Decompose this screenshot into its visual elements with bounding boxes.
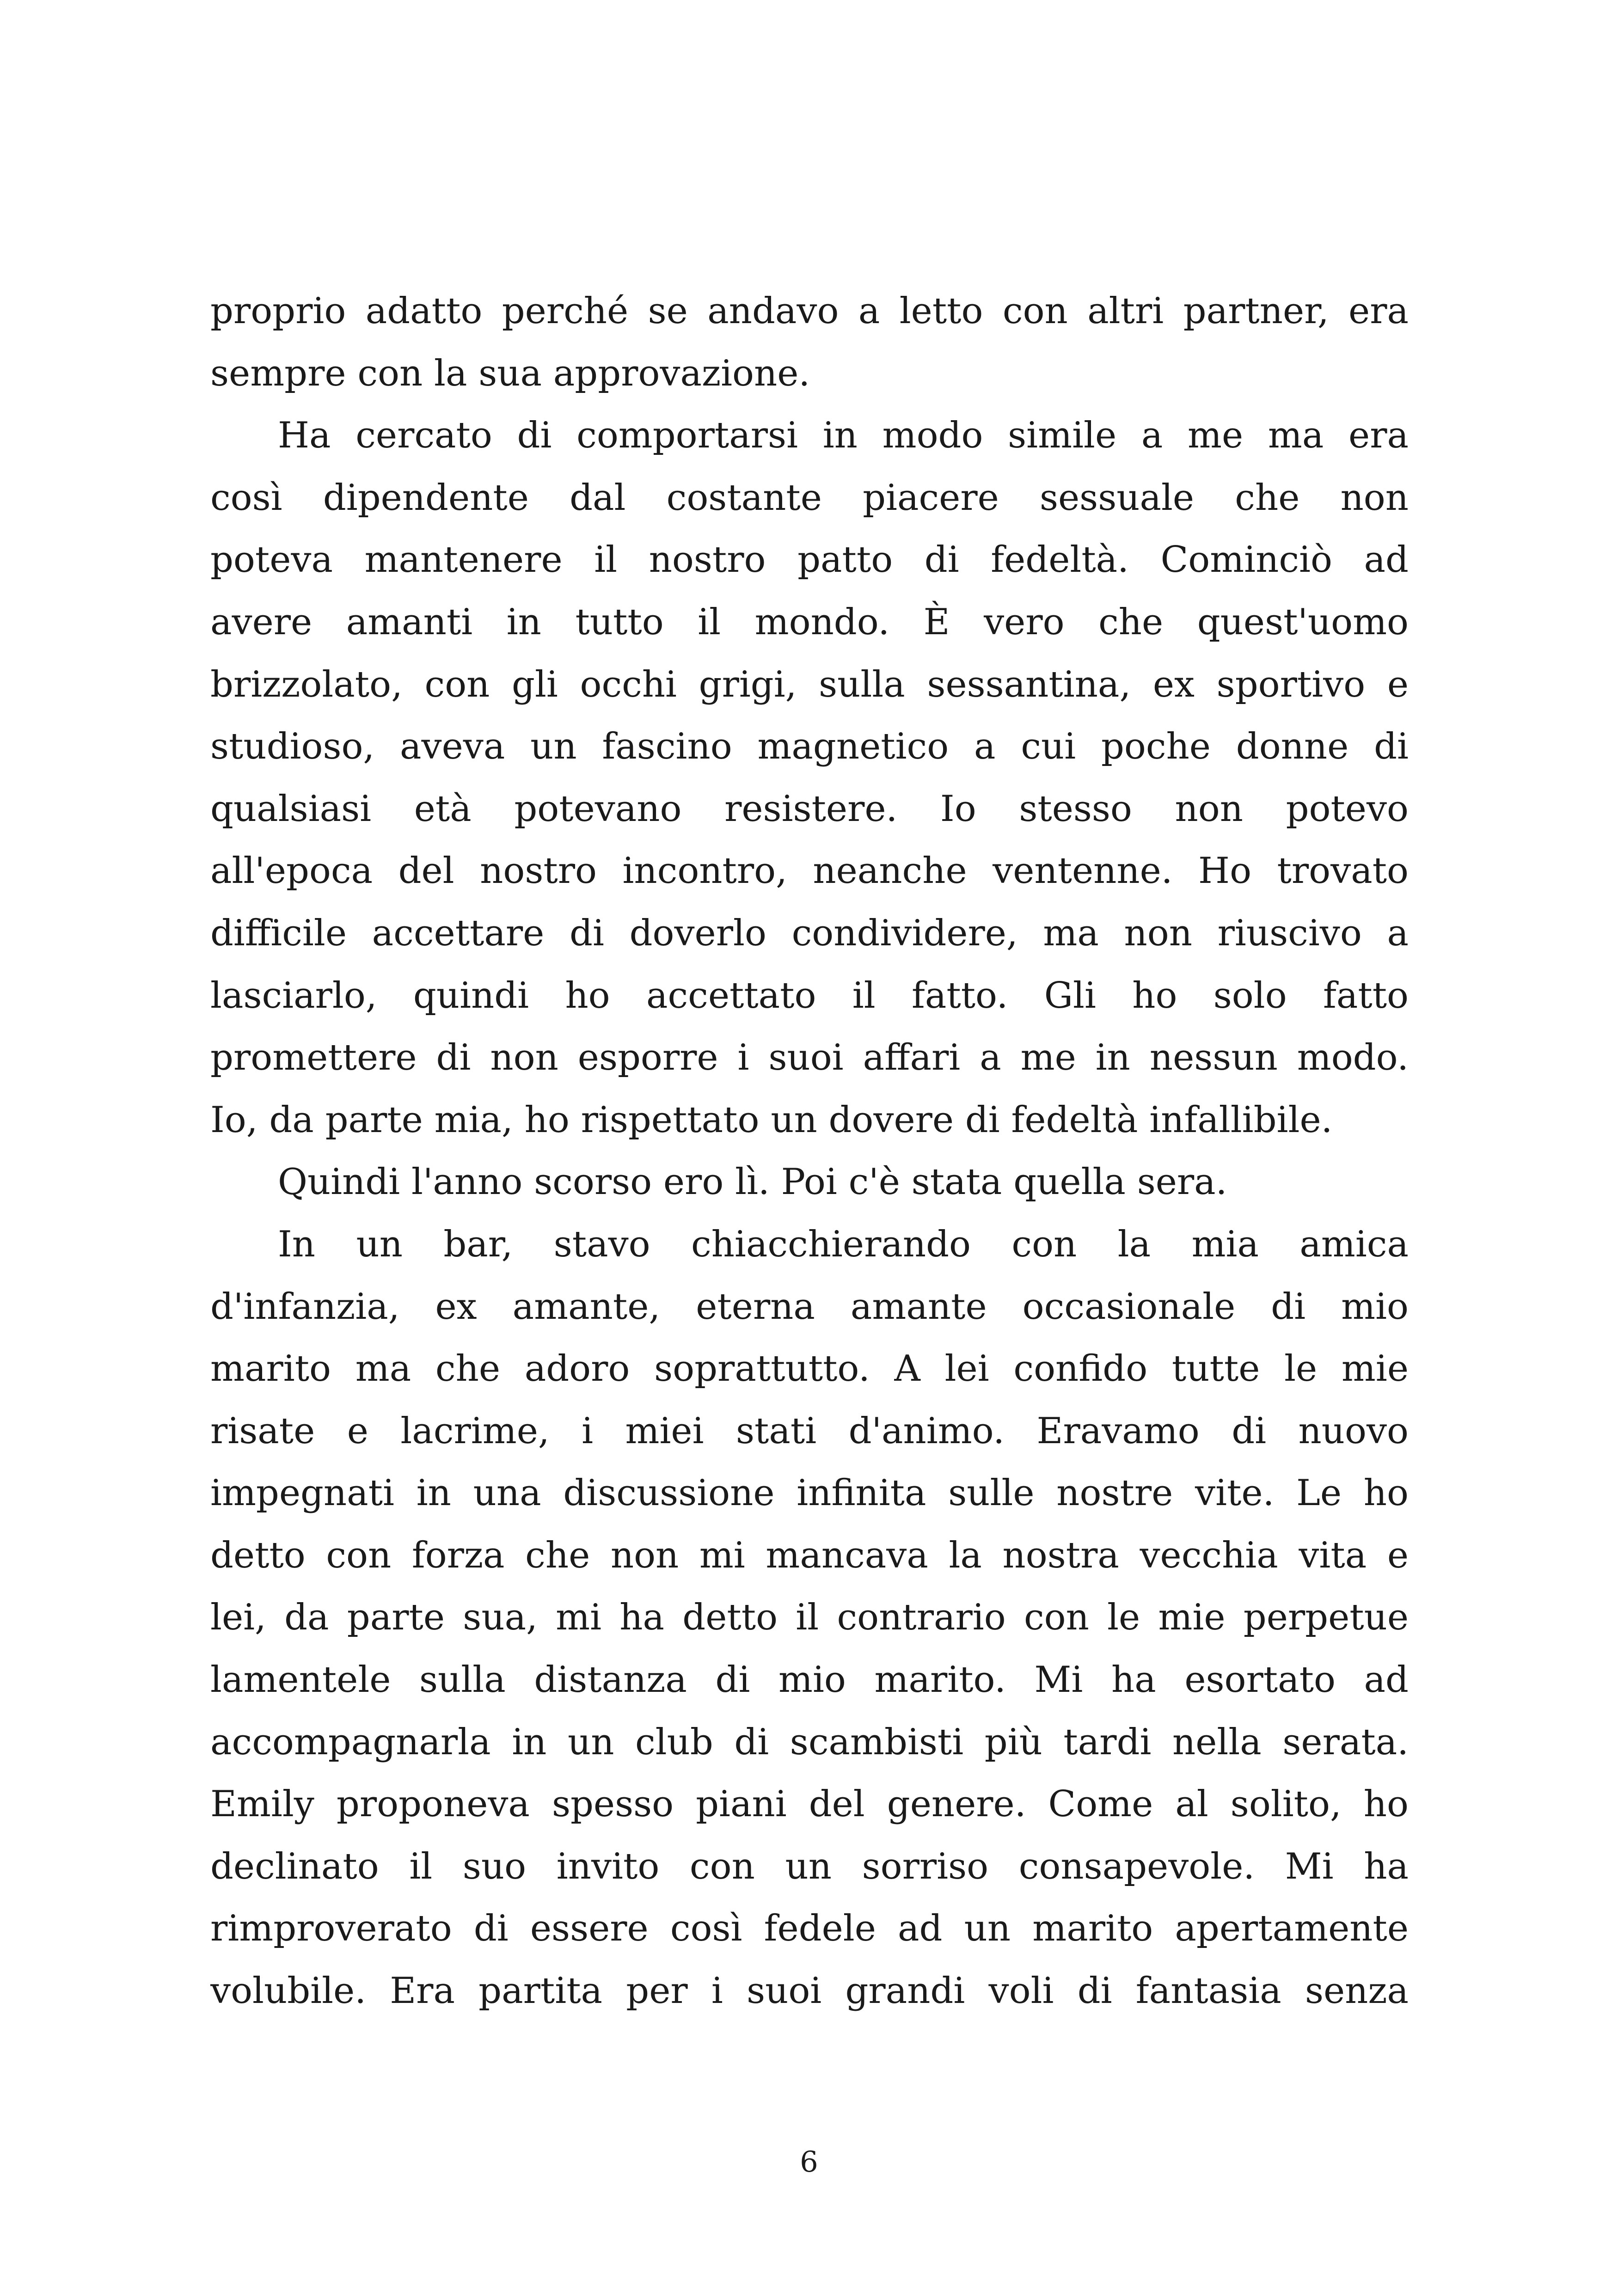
text-line: proprio adatto perché se andavo a letto con altri partner, era bbox=[210, 290, 1409, 332]
text-line: lasciarlo, quindi ho accettato il fatto. Gli ho solo fatto bbox=[210, 974, 1409, 1016]
page-number: 6 bbox=[800, 2145, 818, 2179]
body-text bbox=[210, 280, 1409, 2022]
text-line: difficile accettare di doverlo condividere, ma non riuscivo a bbox=[210, 912, 1409, 954]
text-line: marito ma che adoro soprattutto. A lei confido tutte le mie bbox=[210, 1348, 1409, 1390]
text-line: declinato il suo invito con un sorriso consapevole. Mi ha bbox=[210, 1845, 1409, 1887]
text-line: detto con forza che non mi mancava la nostra vecchia vita e bbox=[210, 1534, 1409, 1576]
text-line: lei, da parte sua, mi ha detto il contrario con le mie perpetue bbox=[210, 1597, 1409, 1639]
text-line: studioso, aveva un fascino magnetico a cui poche donne di bbox=[210, 726, 1409, 768]
text-line: Quindi l'anno scorso ero lì. Poi c'è stata quella sera. bbox=[278, 1161, 1227, 1203]
text-line: avere amanti in tutto il mondo. È vero che quest'uomo bbox=[210, 601, 1409, 643]
text-line: accompagnarla in un club di scambisti più tardi nella serata. bbox=[210, 1721, 1409, 1763]
text-line: sempre con la sua approvazione. bbox=[210, 352, 810, 394]
text-line: lamentele sulla distanza di mio marito. Mi ha esortato ad bbox=[210, 1659, 1409, 1701]
text-line: rimproverato di essere così fedele ad un marito apertamente bbox=[210, 1908, 1409, 1950]
text-line: volubile. Era partita per i suoi grandi voli di fantasia senza bbox=[210, 1970, 1409, 2012]
text-line: all'epoca del nostro incontro, neanche ventenne. Ho trovato bbox=[210, 850, 1409, 892]
text-line: così dipendente dal costante piacere sessuale che non bbox=[210, 477, 1409, 519]
text-line: In un bar, stavo chiacchierando con la mia amica bbox=[278, 1223, 1409, 1265]
text-line: poteva mantenere il nostro patto di fedeltà. Cominciò ad bbox=[210, 539, 1409, 581]
text-line: Emily proponeva spesso piani del genere. Come al solito, ho bbox=[210, 1783, 1409, 1825]
text-line: Ha cercato di comportarsi in modo simile a me ma era bbox=[278, 415, 1409, 457]
text-line: promettere di non esporre i suoi affari a me in nessun modo. bbox=[210, 1037, 1409, 1079]
text-line: risate e lacrime, i miei stati d'animo. Eravamo di nuovo bbox=[210, 1410, 1409, 1452]
text-line: brizzolato, con gli occhi grigi, sulla sessantina, ex sportivo e bbox=[210, 663, 1409, 705]
text-line: Io, da parte mia, ho rispettato un dovere di fedeltà infallibile. bbox=[210, 1099, 1333, 1141]
text-line: d'infanzia, ex amante, eterna amante occasionale di mio bbox=[210, 1286, 1409, 1328]
text-line: qualsiasi età potevano resistere. Io stesso non potevo bbox=[210, 788, 1409, 830]
text-line: impegnati in una discussione infinita sulle nostre vite. Le ho bbox=[210, 1472, 1409, 1514]
